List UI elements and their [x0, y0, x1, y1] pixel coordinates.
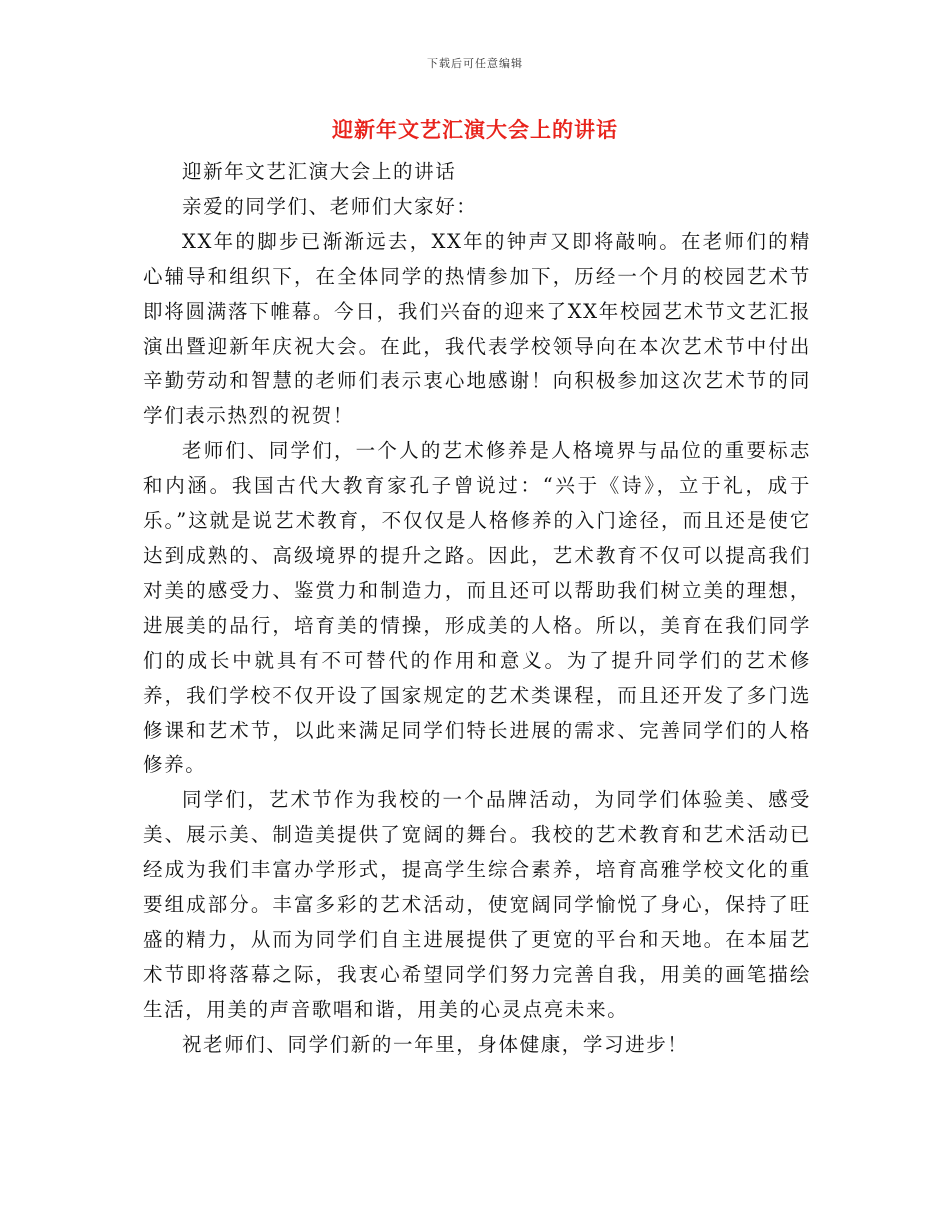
body-paragraph: 亲爱的同学们、老师们大家好： — [182, 194, 478, 218]
body-paragraph: 同学们，艺术节作为我校的一个品牌活动，为同学们体验美、感受美、展示美、制造美提供了宽阔的舞台。我校的艺术教育和艺术活动已经成为我们丰富办学形式，提高学生综合素养，培育高雅学校文化的重要组成部分。丰富多彩的艺术活动，使宽阔同学愉悦了身心，保持了旺盛的精力，从而为同学们自主进展提供了更宽的平台和天地。在本届艺术节即将落幕之际，我衷心希望同学们努力完善自我，用美的画笔描绘生活，用美的声音歌唱和谐，用美的心灵点亮未来。 — [143, 788, 811, 1021]
header-note: 下载后可任意编辑 — [427, 57, 523, 70]
body-paragraph: 祝老师们、同学们新的一年里，身体健康，学习进步！ — [182, 1032, 689, 1056]
body-paragraph: XX年的脚步已渐渐远去，XX年的钟声又即将敲响。在老师们的精心辅导和组织下，在全体同学的热情参加下，历经一个月的校园艺术节即将圆满落下帷幕。今日，我们兴奋的迎来了XX年校园艺术节文艺汇报演出暨迎新年庆祝大会。在此，我代表学校领导向在本次艺术节中付出辛勤劳动和智慧的老师们表示衷心地感谢！向积极参加这次艺术节的同学们表示热烈的祝贺！ — [143, 229, 811, 428]
body-paragraph: 迎新年文艺汇演大会上的讲话 — [182, 160, 457, 183]
body-paragraph: 老师们、同学们，一个人的艺术修养是人格境界与品位的重要标志和内涵。我国古代大教育家孔子曾说过：“兴于《诗》，立于礼，成于乐。”这就是说艺术教育，不仅仅是人格修养的入门途径，而且还是使它达到成熟的、高级境界的提升之路。因此，艺术教育不仅可以提高我们对美的感受力、鉴赏力和制造力，而且还可以帮助我们树立美的理想，进展美的品行，培育美的情操，形成美的人格。所以，美育在我们同学们的成长中就具有不可替代的作用和意义。为了提升同学们的艺术修养，我们学校不仅开设了国家规定的艺术类课程，而且还开发了多门选修课和艺术节，以此来满足同学们特长进展的需求、完善同学们的人格修养。 — [143, 439, 811, 777]
document-body — [143, 155, 811, 1063]
document-title: 迎新年文艺汇演大会上的讲话 — [332, 117, 618, 142]
